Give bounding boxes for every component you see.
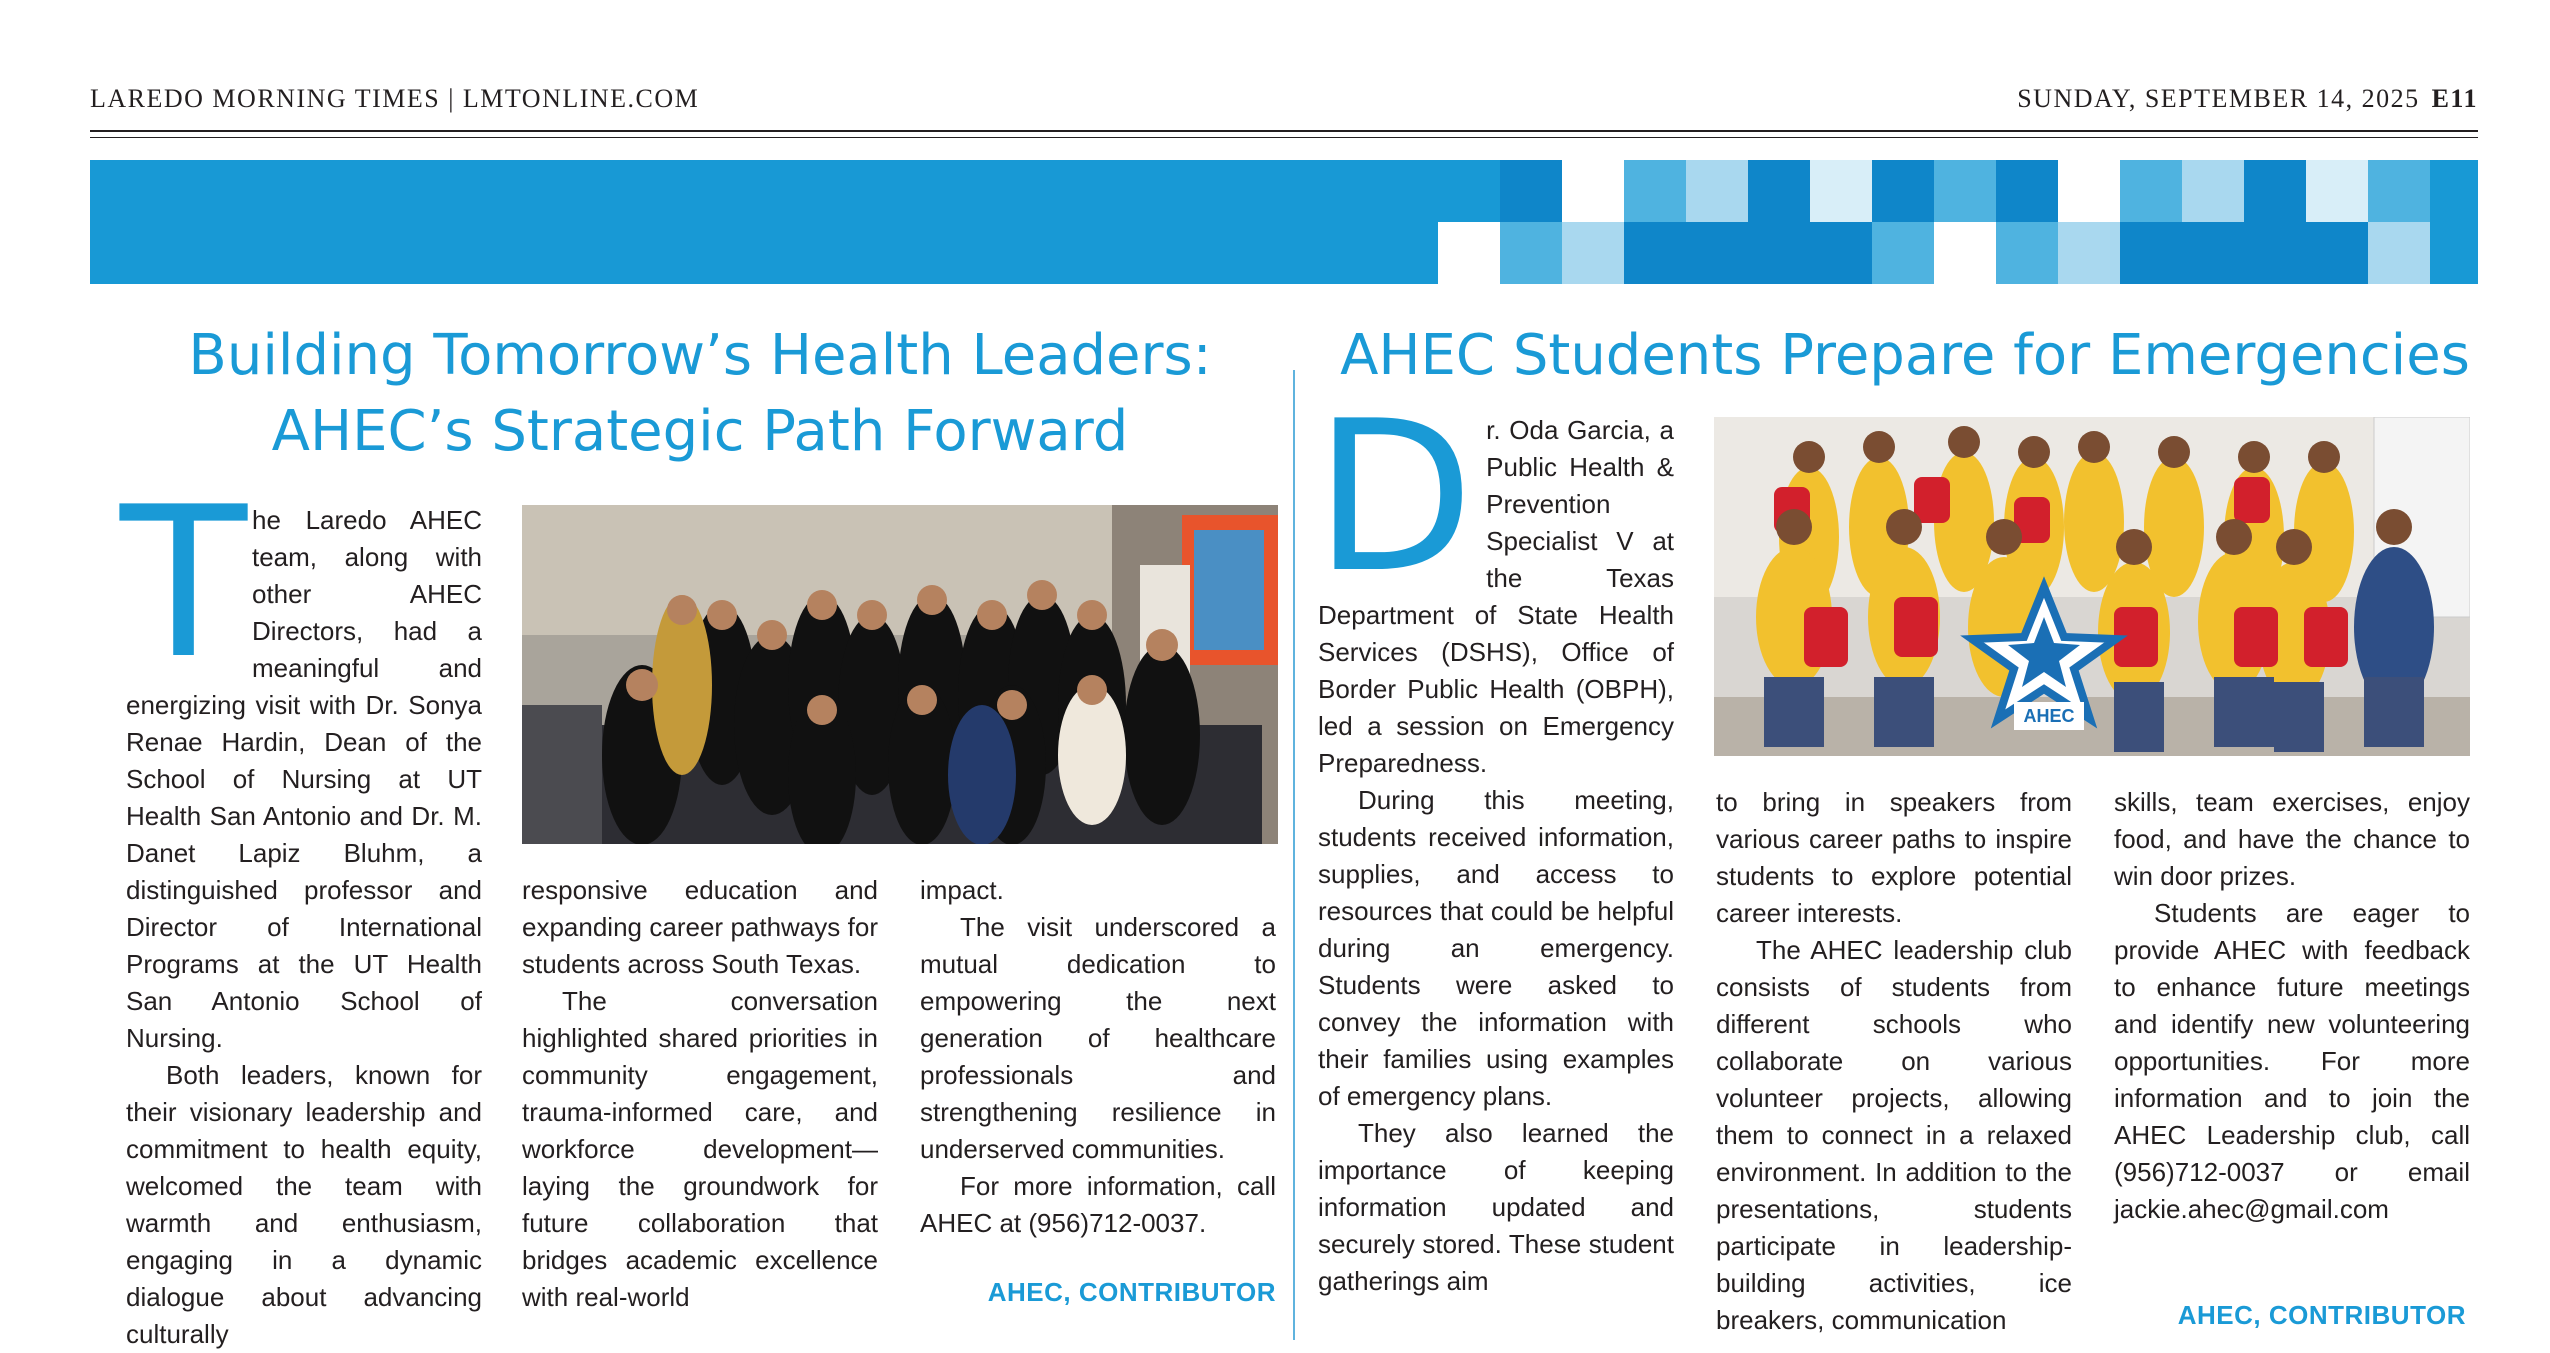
banner-tile xyxy=(2058,160,2120,222)
article2-column-3 xyxy=(2114,784,2470,1228)
article1-contributor: AHEC, CONTRIBUTOR xyxy=(987,1277,1276,1307)
article1-photo xyxy=(522,505,1278,844)
banner-tile xyxy=(1872,222,1934,284)
masthead-rule-top xyxy=(90,130,2478,132)
banner-tile xyxy=(2244,160,2306,222)
issue-date: SUNDAY, SEPTEMBER 14, 2025 xyxy=(2017,84,2420,113)
article2-photo xyxy=(1714,417,2470,756)
article2-col2-para1: to bring in speakers from various career paths to inspire students to explore potential career interests. xyxy=(1716,787,2072,928)
banner-tile xyxy=(1562,222,1624,284)
banner-tile xyxy=(2244,222,2306,284)
masthead-rule-bottom xyxy=(90,137,2478,138)
banner-tile xyxy=(1810,160,1872,222)
article1-headline-line1: Building Tomorrow’s Health Leaders: xyxy=(188,323,1212,388)
banner-tile xyxy=(1810,222,1872,284)
article1-col3-para2: The visit underscored a mutual dedication to empowering the next generation of healthcare professionals and strengthening resilience in underserved communities. xyxy=(920,912,1276,1164)
article1-column-1 xyxy=(120,463,482,1353)
article2-col2-para2: The AHEC leadership club consists of students from different schools who collaborate on various volunteer projects, allowing them to connect in a relaxed environment. In addition to the presentations, students participate in leadership-building activities, ice breakers, communication xyxy=(1716,935,2072,1335)
banner-tile xyxy=(1996,160,2058,222)
banner-tile xyxy=(2182,160,2244,222)
article1-column-3 xyxy=(920,872,1276,1242)
banner-tile xyxy=(1872,160,1934,222)
article1-col2-para2: The conversation highlighted shared priorities in community engagement, trauma-informed care, and workforce development—laying the groundwork for future collaboration that bridges academic excellence with real-world xyxy=(522,986,878,1312)
photo-sign-text: AHEC xyxy=(2023,706,2075,726)
article1-col3-para1: impact. xyxy=(920,875,1004,905)
article1-col2-para1: responsive education and expanding career pathways for students across South Texas. xyxy=(522,875,878,979)
article2-column-2 xyxy=(1716,784,2072,1339)
banner-tile xyxy=(2058,222,2120,284)
banner-tile xyxy=(1624,222,1686,284)
banner-tile xyxy=(2120,222,2182,284)
article2-col1-para2: During this meeting, students received information, supplies, and access to resources that could be helpful during an emergency. Students were asked to convey the information with their families using examples of emergency plans. xyxy=(1318,785,1674,1111)
banner-tile xyxy=(1624,160,1686,222)
article2-col1-lead: r. Oda Garcia, a Public Health & Prevention Specialist V at the Texas Department of State Health Services (DSHS), Office of Border Public Health (OBPH), led a session on Emergency Preparedness. xyxy=(1318,415,1674,778)
article1-headline xyxy=(120,318,1280,470)
article1-col3-para3: For more information, call AHEC at (956)712-0037. xyxy=(920,1171,1276,1238)
article2-dropcap: D xyxy=(1314,377,1475,619)
banner-tile xyxy=(1996,222,2058,284)
column-divider xyxy=(1293,370,1295,1340)
banner-tile xyxy=(1686,222,1748,284)
banner-tile xyxy=(2182,222,2244,284)
banner-tile xyxy=(1748,222,1810,284)
group-photo-illustration xyxy=(522,505,1278,844)
article2-col1-para3: They also learned the importance of keeping information updated and securely stored. These student gatherings aim xyxy=(1318,1118,1674,1296)
banner-tile xyxy=(1748,160,1810,222)
article1-dropcap: T xyxy=(120,463,248,705)
article1-column-2 xyxy=(522,872,878,1316)
banner-tile xyxy=(1934,160,1996,222)
students-photo-illustration xyxy=(1714,417,2470,756)
banner-tile xyxy=(2120,160,2182,222)
article2-column-1 xyxy=(1314,377,1674,1300)
banner-tile xyxy=(2368,160,2430,222)
banner-tile xyxy=(1438,222,1500,284)
article1-col1-para2: Both leaders, known for their visionary leadership and commitment to health equity, welcomed the team with warmth and enthusiasm, engaging in a dynamic dialogue about advancing culturally xyxy=(126,1060,482,1349)
banner-tile xyxy=(2306,160,2368,222)
banner-tile xyxy=(1562,160,1624,222)
banner-tile xyxy=(2306,222,2368,284)
banner-tile xyxy=(1500,222,1562,284)
masthead xyxy=(90,80,2478,116)
banner-tile xyxy=(1500,160,1562,222)
page-number: E11 xyxy=(2431,84,2478,113)
article2-col3-para2: Students are eager to provide AHEC with feedback to enhance future meetings and identify new volunteering opportunities. For more information and to join the AHEC Leadership club, call (956)712-0037 or email jackie.ahec@gmail.com xyxy=(2114,898,2470,1224)
banner-tile xyxy=(1686,160,1748,222)
article2-headline: AHEC Students Prepare for Emergencies xyxy=(1340,323,2470,388)
article2-contributor: AHEC, CONTRIBUTOR xyxy=(2177,1300,2466,1330)
section-banner xyxy=(90,160,2478,284)
article1-headline-line2: AHEC’s Strategic Path Forward xyxy=(271,399,1129,464)
publication-name: LAREDO MORNING TIMES | LMTONLINE.COM xyxy=(90,84,700,113)
banner-tile xyxy=(2368,222,2430,284)
article1-col1-lead: he Laredo AHEC team, along with other AHEC Directors, had a meaningful and energizing visit with Dr. Sonya Renae Hardin, Dean of the School of Nursing at UT Health San Antonio and Dr. M. Danet Lapiz Bluhm, a distinguished professor and Director of International Programs at the UT Health San Antonio School of Nursing. xyxy=(126,505,482,1053)
article2-col3-para1: skills, team exercises, enjoy food, and have the chance to win door prizes. xyxy=(2114,787,2470,891)
issue-date-line xyxy=(2017,84,2478,114)
banner-tile xyxy=(1934,222,1996,284)
